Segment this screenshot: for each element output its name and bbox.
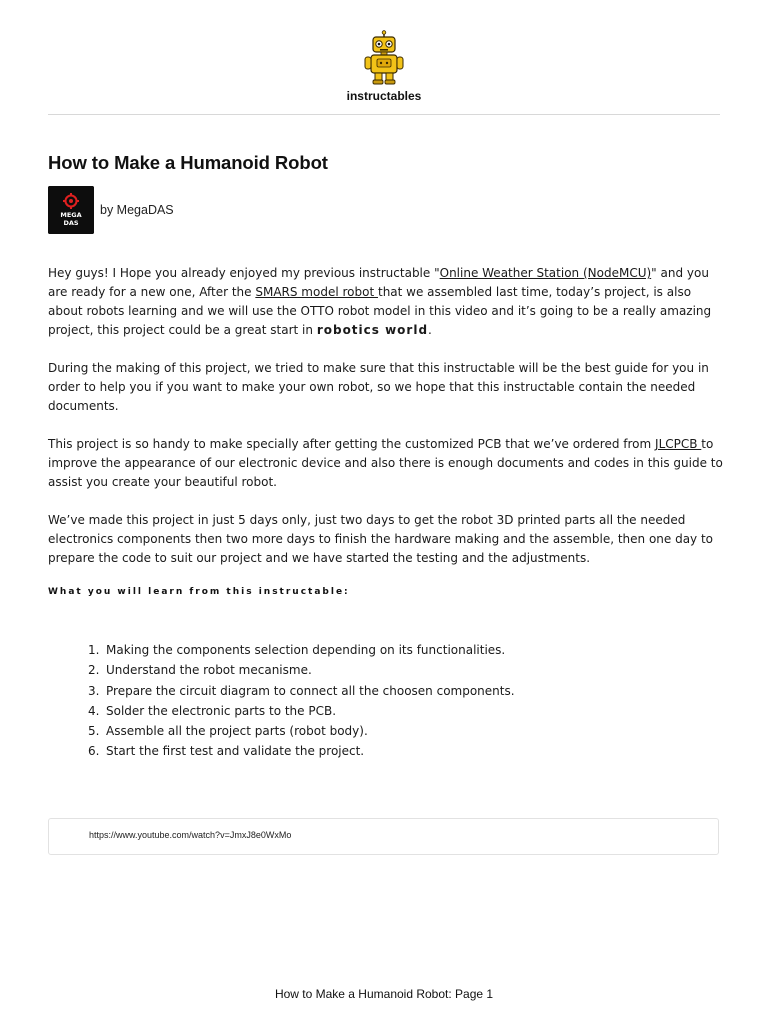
site-header [0, 30, 768, 103]
author-block [48, 186, 174, 234]
list-item-number: 6. [88, 744, 100, 759]
list-item-text: Prepare the circuit diagram to connect all the choosen components. [106, 683, 515, 698]
para1-text-3: that we assembled last time, today’s project, is also about robots learning and we will use the OTTO robot model in this video and it’s going to be a really amazing project, this project could be a great start in [48, 285, 712, 337]
list-item [88, 640, 515, 660]
list-item-text: Assemble all the project parts (robot body). [106, 724, 368, 739]
para1-text-4: . [428, 323, 432, 337]
author-avatar[interactable] [48, 186, 94, 234]
list-item [88, 701, 515, 721]
list-item-number: 3. [88, 683, 100, 698]
list-item-number: 2. [88, 663, 100, 678]
megadas-logo-icon [48, 186, 94, 234]
page-footer: How to Make a Humanoid Robot: Page 1 [274, 987, 494, 1001]
list-item [88, 741, 515, 761]
list-item-text: Start the first test and validate the project. [106, 744, 365, 759]
page-title: How to Make a Humanoid Robot [48, 152, 328, 173]
para1-text-1: Hey guys! I Hope you already enjoyed my previous instructable " [48, 266, 440, 280]
list-item [88, 660, 515, 680]
making-paragraph: During the making of this project, we tried to make sure that this instructable will be the best guide for you in order to help you if you want to make your own robot, so we hope that this instructable contain the needed documents. [48, 361, 709, 413]
robotics-world-emphasis: robotics world [316, 323, 429, 337]
para1-text-2: " and you are ready for a new one, After the [48, 266, 709, 299]
avatar-text-bottom: DAS [63, 219, 79, 227]
learn-list [88, 640, 515, 762]
author-byline[interactable]: by MegaDAS [100, 203, 174, 217]
list-item [88, 681, 515, 701]
header-divider [48, 114, 720, 115]
instructables-robot-icon[interactable] [362, 30, 406, 86]
site-name[interactable]: instructables [346, 89, 422, 103]
para3-text-1: This project is so handy to make specially after getting the customized PCB that we’ve ordered from [48, 437, 656, 451]
list-item-number: 4. [88, 703, 100, 718]
avatar-text-top: MEGA [60, 211, 82, 219]
list-item-text: Understand the robot mecanisme. [106, 663, 312, 678]
intro-paragraph [48, 264, 726, 340]
learn-heading: What you will learn from this instructable: [48, 587, 350, 597]
link-smars-model-robot[interactable]: SMARS model robot [255, 285, 378, 299]
list-item [88, 721, 515, 741]
para3-text-2: to improve the appearance of our electronic device and also there is enough documents and codes in this guide to assist you create your beautiful robot. [48, 437, 723, 489]
list-item-text: Solder the electronic parts to the PCB. [106, 703, 337, 718]
pcb-paragraph [48, 435, 726, 492]
video-embed-box[interactable] [48, 818, 719, 855]
video-url-link[interactable]: https://www.youtube.com/watch?v=JmxJ8e0WxMo [89, 830, 292, 840]
list-item-number: 1. [88, 643, 100, 657]
link-online-weather-station[interactable]: Online Weather Station (NodeMCU) [439, 266, 652, 280]
list-item-number: 5. [88, 724, 100, 739]
list-item-text: Making the components selection depending on its functionalities. [106, 643, 506, 657]
link-jlcpcb[interactable]: JLCPCB [655, 437, 702, 451]
timeline-paragraph: We’ve made this project in just 5 days only, just two days to get the robot 3D printed parts all the needed electronics components then two more days to finish the hardware making and the assemble, then one day to prepare the code to suit our project and we have started the testing and the adjustments. [48, 513, 714, 565]
